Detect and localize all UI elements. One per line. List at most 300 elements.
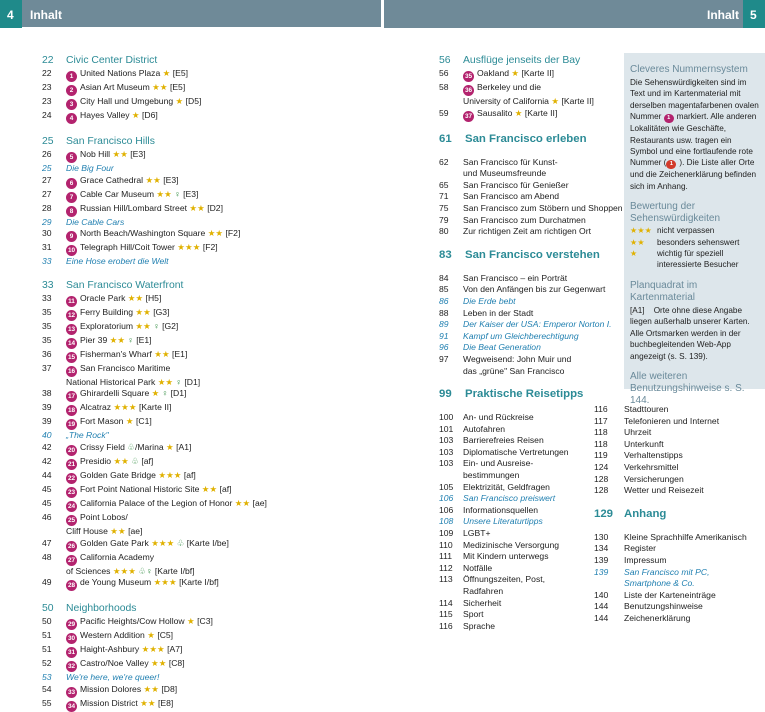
sight-number-badge: 2 — [66, 85, 77, 96]
sight-number-badge: 10 — [67, 247, 76, 255]
toc-entry — [42, 442, 372, 456]
rating-stars: ★★ — [113, 455, 129, 466]
toc-feature-entry — [42, 672, 372, 684]
entry-text — [66, 672, 372, 684]
toc-entry — [594, 590, 765, 602]
sight-number-badge: 3 — [66, 99, 77, 110]
toc-entry — [594, 416, 765, 428]
entry-page-number: 39 — [42, 402, 52, 413]
entry-page-number: 31 — [42, 242, 52, 253]
legend-row — [630, 248, 761, 271]
entry-page-number: 85 — [439, 284, 449, 295]
family-symbol-icon: ♀ — [150, 320, 160, 331]
entry-page-number: 140 — [594, 589, 609, 600]
map-reference: [F2] — [225, 228, 241, 239]
map-reference: [E5] — [172, 68, 189, 78]
left-running-head: Inhalt — [30, 8, 62, 22]
entry-label: Der Kaiser der USA: Emperor Norton I. — [463, 319, 612, 330]
sight-number-badge: 5 — [66, 152, 77, 163]
toc-feature-entry — [42, 163, 372, 175]
map-reference: [ae] — [252, 497, 267, 508]
entry-text — [463, 308, 619, 320]
rating-stars: ★★★ — [112, 565, 136, 576]
entry-page-number — [439, 96, 463, 108]
rating-stars: ★★ — [151, 658, 167, 669]
entry-text — [66, 388, 372, 402]
toc-entry — [594, 485, 765, 497]
entry-label: California Palace of the Legion of Honor — [80, 497, 233, 508]
entry-label: Fisherman's Wharf — [80, 348, 152, 359]
toc-entry — [439, 563, 619, 575]
section-title: San Francisco Hills — [66, 136, 155, 147]
sight-number-badge: 15 — [67, 353, 76, 361]
section-title: Ausflüge jenseits der Bay — [463, 55, 581, 66]
section-heading — [42, 53, 372, 68]
entry-page-number: 40 — [42, 430, 52, 441]
section-page-number: 61 — [439, 132, 452, 145]
entry-text — [463, 342, 619, 354]
entry-label: City Hall und Umgebung — [80, 96, 174, 106]
entry-text — [624, 601, 765, 613]
toc-entry — [42, 377, 372, 389]
entry-label: Von den Anfängen bis zur Gegenwart — [463, 284, 606, 295]
entry-text — [624, 613, 765, 625]
entry-text — [624, 532, 765, 544]
entry-label: Point Lobos/ — [80, 511, 128, 522]
toc-entry — [42, 498, 372, 512]
toc-entry — [439, 435, 619, 447]
toc-entry — [439, 574, 619, 586]
sight-number-badge: 4 — [66, 113, 77, 124]
legend-text: wichtig für speziell interessierte Besucher — [657, 249, 739, 270]
entry-label: Ein- und Ausreise- — [463, 458, 534, 469]
entry-label: bestimmungen — [463, 470, 520, 481]
entry-page-number: 27 — [42, 174, 52, 185]
map-reference: [af] — [141, 455, 154, 466]
entry-label: und Museumsfreunde — [463, 168, 547, 179]
sight-number-badge: 6 — [66, 178, 77, 189]
section-heading — [439, 53, 619, 68]
map-reference: [C5] — [157, 630, 174, 641]
map-reference: [C3] — [197, 616, 213, 627]
rating-stars: ★★ — [156, 188, 172, 199]
toc-entry — [42, 484, 372, 498]
map-reference: [D8] — [161, 683, 178, 694]
entry-text — [66, 416, 372, 430]
entry-text — [624, 590, 765, 602]
entry-page-number: 24 — [42, 110, 52, 120]
entry-label: Öffnungszeiten, Post, — [463, 574, 546, 585]
entry-label: United Nations Plaza — [80, 68, 161, 78]
entry-label: Leben in der Stadt — [463, 307, 534, 318]
entry-text — [66, 498, 372, 512]
entry-page-number: 144 — [594, 612, 609, 623]
entry-page-number: 65 — [439, 179, 449, 190]
map-reference: [E3] — [183, 188, 199, 199]
map-reference: [E3] — [130, 149, 146, 159]
entry-label: Cable Car Museum — [80, 188, 155, 199]
toc-feature-entry — [439, 342, 619, 354]
entry-text — [66, 552, 372, 566]
entry-page-number: 118 — [594, 438, 608, 449]
rating-stars: ★★ — [189, 202, 205, 213]
toc-entry — [439, 528, 619, 540]
entry-text — [624, 416, 765, 428]
sight-number-badge: 23 — [67, 488, 76, 496]
toc-entry — [439, 273, 619, 285]
sight-number-badge: 34 — [67, 702, 76, 710]
map-reference: [F2] — [202, 242, 218, 253]
entry-text — [66, 402, 372, 416]
legend-stars: ★ — [630, 249, 638, 259]
entry-text — [463, 180, 619, 192]
entry-label: Pacific Heights/Cow Hollow — [80, 616, 185, 627]
entry-label: LGBT+ — [463, 528, 491, 539]
entry-page-number: 109 — [439, 528, 454, 539]
toc-entry — [439, 458, 619, 470]
entry-label: San Francisco zum Stöbern und Shoppen — [463, 202, 623, 213]
entry-text — [66, 149, 372, 163]
toc-entry — [42, 203, 372, 217]
legend-row — [630, 237, 761, 248]
entry-page-number: 55 — [42, 697, 52, 708]
entry-label: San Francisco für Genießer — [463, 179, 569, 190]
toc-entry — [594, 555, 765, 567]
toc-entry — [439, 621, 619, 633]
map-reference: [Karte I/be] — [186, 537, 229, 548]
rating-stars: ★ — [131, 110, 140, 120]
rating-stars: ★★ — [201, 483, 218, 494]
entry-page-number: 134 — [594, 543, 609, 554]
entry-page-number: 26 — [42, 149, 52, 159]
entry-page-number: 33 — [42, 292, 52, 303]
rating-stars: ★★★ — [158, 469, 182, 480]
entry-label: Asian Art Museum — [80, 82, 150, 92]
section-page-number: 25 — [42, 136, 54, 147]
entry-label: Versicherungen — [624, 473, 684, 484]
toc-entry — [439, 191, 619, 203]
toc-column-left — [42, 53, 372, 712]
entry-text — [66, 175, 372, 189]
toc-entry — [439, 412, 619, 424]
rating-legend — [630, 225, 761, 271]
toc-entry — [42, 630, 372, 644]
sight-number-badge: 35 — [464, 73, 473, 80]
toc-entry — [42, 658, 372, 672]
entry-label: Golden Gate Bridge — [80, 469, 156, 480]
entry-page-number: 62 — [439, 156, 449, 167]
toc-entry — [594, 613, 765, 625]
entry-label: Die Erde bebt — [463, 295, 516, 306]
entry-label: Verhaltenstipps — [624, 450, 683, 461]
rating-stars: ★★ — [135, 306, 151, 317]
rating-stars: ★★ — [143, 683, 159, 694]
entry-text — [463, 366, 619, 378]
entry-page-number: 111 — [439, 551, 453, 562]
right-page-number: 5 — [750, 8, 757, 22]
entry-label: San Francisco Maritime — [80, 362, 171, 373]
toc-feature-entry — [439, 319, 619, 331]
entry-label: Kampf um Gleichberechtigung — [463, 330, 579, 341]
sight-number-badge: 28 — [67, 582, 76, 590]
entry-label: San Francisco am Abend — [463, 191, 560, 202]
toc-feature-entry — [439, 331, 619, 343]
entry-page-number: 108 — [439, 516, 454, 527]
entry-label: Pier 39 — [80, 334, 108, 345]
family-symbol-icon: ♀ — [125, 334, 134, 345]
entry-text — [624, 567, 765, 579]
entry-page-number: 105 — [439, 481, 454, 492]
entry-label: Sport — [463, 609, 484, 620]
toc-entry — [439, 598, 619, 610]
entry-text — [66, 96, 372, 110]
entry-label: Die Big Four — [66, 163, 114, 173]
entry-label: San Francisco für Kunst- — [463, 156, 558, 167]
entry-label: Oracle Park — [80, 292, 126, 303]
section-heading — [42, 134, 372, 149]
entry-label: North Beach/Washington Square — [80, 228, 206, 239]
entry-label: Elektrizität, Geldfragen — [463, 481, 550, 492]
rating-stars: ★ — [166, 441, 174, 452]
rating-stars: ★★ — [140, 697, 156, 708]
entry-page-number: 79 — [439, 214, 449, 225]
entry-page-number — [42, 526, 66, 538]
toc-feature-entry — [439, 516, 619, 528]
map-reference: [G2] — [162, 320, 179, 331]
entry-text — [624, 450, 765, 462]
toc-entry — [439, 470, 619, 482]
map-reference: [Karte II] — [138, 402, 172, 413]
entry-text — [463, 68, 619, 82]
toc-entry — [42, 293, 372, 307]
rating-stars: ★★ — [154, 348, 170, 359]
section-page-number: 83 — [439, 248, 452, 261]
entry-text — [66, 68, 372, 82]
entry-text — [463, 319, 619, 331]
entry-label: Wegweisend: John Muir und — [463, 353, 572, 364]
entry-text — [66, 430, 372, 442]
entry-text — [463, 215, 619, 227]
map-reference: [Karte I/bf] — [154, 565, 195, 576]
rating-stars: ★★ — [234, 497, 251, 508]
entry-text — [66, 349, 372, 363]
entry-page-number: 116 — [439, 620, 453, 631]
sight-number-badge: 7 — [66, 192, 77, 203]
entry-page-number: 88 — [439, 307, 449, 318]
entry-page-number: 128 — [594, 473, 609, 484]
entry-page-number: 110 — [439, 539, 453, 550]
entry-label: Unsere Literaturtipps — [463, 516, 543, 527]
entry-label: Mission District — [80, 697, 138, 708]
entry-label: Smartphone & Co. — [624, 578, 695, 589]
entry-text — [66, 163, 372, 175]
entry-page-number: 71 — [439, 191, 449, 202]
entry-text — [66, 442, 372, 456]
entry-page-number: 144 — [594, 601, 609, 612]
entry-page-number — [42, 377, 66, 389]
location-number-badge: 1 — [666, 160, 676, 169]
entry-page-number: 30 — [42, 228, 52, 239]
entry-text — [66, 203, 372, 217]
entry-label: Liste der Karteneinträge — [624, 589, 716, 600]
entry-page-number: 139 — [594, 554, 609, 565]
entry-page-number — [439, 168, 463, 180]
entry-label: Mission Dolores — [80, 683, 142, 694]
entry-text — [463, 203, 623, 215]
family-symbol-icon: ♀ — [171, 188, 181, 199]
rating-stars: ★★ — [207, 228, 224, 239]
toc-entry — [42, 616, 372, 630]
entry-label: Stadttouren — [624, 404, 669, 414]
toc-entry — [42, 402, 372, 416]
entry-text — [66, 321, 372, 335]
toc-feature-entry — [439, 296, 619, 308]
sight-number-badge: 25 — [67, 516, 76, 524]
map-reference: [E8] — [157, 697, 174, 708]
entry-label: of Sciences — [66, 565, 111, 576]
entry-text — [66, 217, 372, 229]
toc-entry — [439, 226, 619, 238]
toc-entry — [594, 543, 765, 555]
entry-text — [624, 427, 765, 439]
entry-text — [66, 512, 372, 526]
toc-entry — [594, 450, 765, 462]
toc-entry — [439, 284, 619, 296]
legend-stars: ★★★ — [630, 226, 653, 236]
entry-page-number: 86 — [439, 295, 449, 306]
toc-entry — [42, 149, 372, 163]
rating-stars: ★ — [151, 388, 160, 399]
toc-entry — [439, 354, 619, 366]
entry-label: Crissy Field — [80, 441, 125, 452]
map-reference: [H5] — [145, 292, 162, 303]
entry-label: Presidio — [80, 455, 112, 466]
map-reference: [ae] — [128, 525, 143, 536]
sight-number-badge: 31 — [67, 649, 76, 657]
entry-label: Mit Kindern unterwegs — [463, 551, 549, 562]
entry-text — [463, 354, 619, 366]
entry-label: Unterkunft — [624, 438, 664, 449]
entry-page-number: 37 — [42, 362, 52, 373]
toc-feature-entry — [42, 256, 372, 268]
entry-page-number: 103 — [439, 458, 454, 469]
toc-entry — [42, 335, 372, 349]
entry-text — [624, 474, 765, 486]
sight-number-badge: 21 — [67, 460, 76, 468]
rating-stars: ★ — [186, 616, 195, 627]
section-page-number: 56 — [439, 55, 451, 66]
entry-page-number: 100 — [439, 412, 454, 423]
section-page-number: 129 — [594, 507, 614, 520]
rating-stars: ★ — [514, 107, 523, 118]
family-symbol-icon: ♧ — [124, 441, 135, 452]
rating-stars: ★ — [147, 630, 155, 641]
sight-number-badge: 8 — [66, 206, 77, 217]
toc-entry — [42, 321, 372, 335]
sidebar-text-grid: [A1] Orte ohne diese Angabe liegen außerhalb unserer Karten. Alle Ortsmarken werden in der buchbegleitenden Web-App angezeigt (s. S. 139). — [630, 305, 750, 361]
entry-label: Verkehrsmittel — [624, 461, 679, 472]
entry-page-number: 118 — [594, 427, 608, 438]
section-title: San Francisco erleben — [465, 132, 587, 145]
entry-label: „The Rock" — [66, 430, 109, 441]
entry-label: Register — [624, 543, 656, 554]
toc-feature-entry — [42, 430, 372, 442]
toc-entry — [42, 82, 372, 96]
entry-label: Zeichenerklärung — [624, 612, 691, 623]
toc-entry — [594, 474, 765, 486]
entry-text — [66, 228, 372, 242]
entry-label: Alcatraz — [80, 402, 112, 413]
toc-entry — [594, 532, 765, 544]
sight-number-badge: 29 — [67, 621, 76, 629]
entry-text — [463, 331, 619, 343]
entry-page-number: 33 — [42, 256, 52, 267]
toc-entry — [42, 242, 372, 256]
map-reference: [A7] — [167, 644, 183, 655]
sidebar-heading-grid: Planquadrat im Kartenmaterial — [630, 279, 698, 303]
map-reference: [G3] — [153, 306, 170, 317]
entry-text — [624, 462, 765, 474]
sight-number-badge: 19 — [67, 421, 76, 429]
entry-page-number: 51 — [42, 630, 52, 641]
entry-page-number: 23 — [42, 82, 52, 92]
section-heading — [42, 601, 372, 616]
entry-label: California Academy — [80, 551, 155, 562]
entry-label: Wetter und Reisezeit — [624, 485, 704, 496]
entry-page-number: 49 — [42, 577, 52, 588]
entry-text — [66, 82, 372, 96]
entry-page-number: 75 — [439, 202, 449, 213]
sight-number-badge: 17 — [67, 393, 76, 401]
entry-label: Fort Point National Historic Site — [80, 483, 200, 494]
entry-page-number: 23 — [42, 96, 52, 106]
toc-entry — [439, 202, 623, 215]
entry-text — [463, 296, 619, 308]
entry-page-number: 45 — [42, 497, 52, 508]
section-heading — [594, 507, 765, 521]
toc-entry — [439, 482, 619, 494]
entry-label: Eine Hose erobert die Welt — [66, 256, 169, 267]
entry-text — [66, 335, 372, 349]
sight-number-badge: 18 — [67, 407, 76, 415]
section-page-number: 33 — [42, 279, 54, 291]
entry-page-number: 45 — [42, 483, 52, 494]
legend-stars: ★★ — [630, 237, 645, 247]
left-page-number: 4 — [7, 8, 14, 22]
entry-label: Western Addition — [80, 630, 145, 641]
entry-page-number: 139 — [594, 566, 609, 577]
rating-stars: ★ — [162, 68, 171, 78]
rating-stars: ★★ — [109, 334, 126, 345]
entry-page-number: 35 — [42, 306, 52, 317]
entry-page-number: 50 — [42, 616, 52, 627]
map-reference: [Karte I/bf] — [179, 577, 219, 588]
entry-label: San Francisco preiswert — [463, 493, 556, 504]
entry-page-number: 96 — [439, 342, 449, 353]
sight-number-badge: 36 — [464, 87, 473, 94]
section-title: Praktische Reisetipps — [465, 388, 584, 401]
entry-label: Sausalito — [477, 107, 513, 118]
toc-entry — [42, 189, 372, 203]
entry-label: Benutzungshinweise — [624, 601, 703, 612]
rating-stars: ★ — [125, 416, 134, 427]
map-reference: [Karte II] — [561, 96, 594, 106]
toc-entry — [42, 512, 372, 526]
entry-text — [66, 616, 372, 630]
toc-entry — [439, 68, 619, 82]
toc-entry — [439, 82, 619, 96]
rating-stars: ★★ — [110, 525, 126, 536]
